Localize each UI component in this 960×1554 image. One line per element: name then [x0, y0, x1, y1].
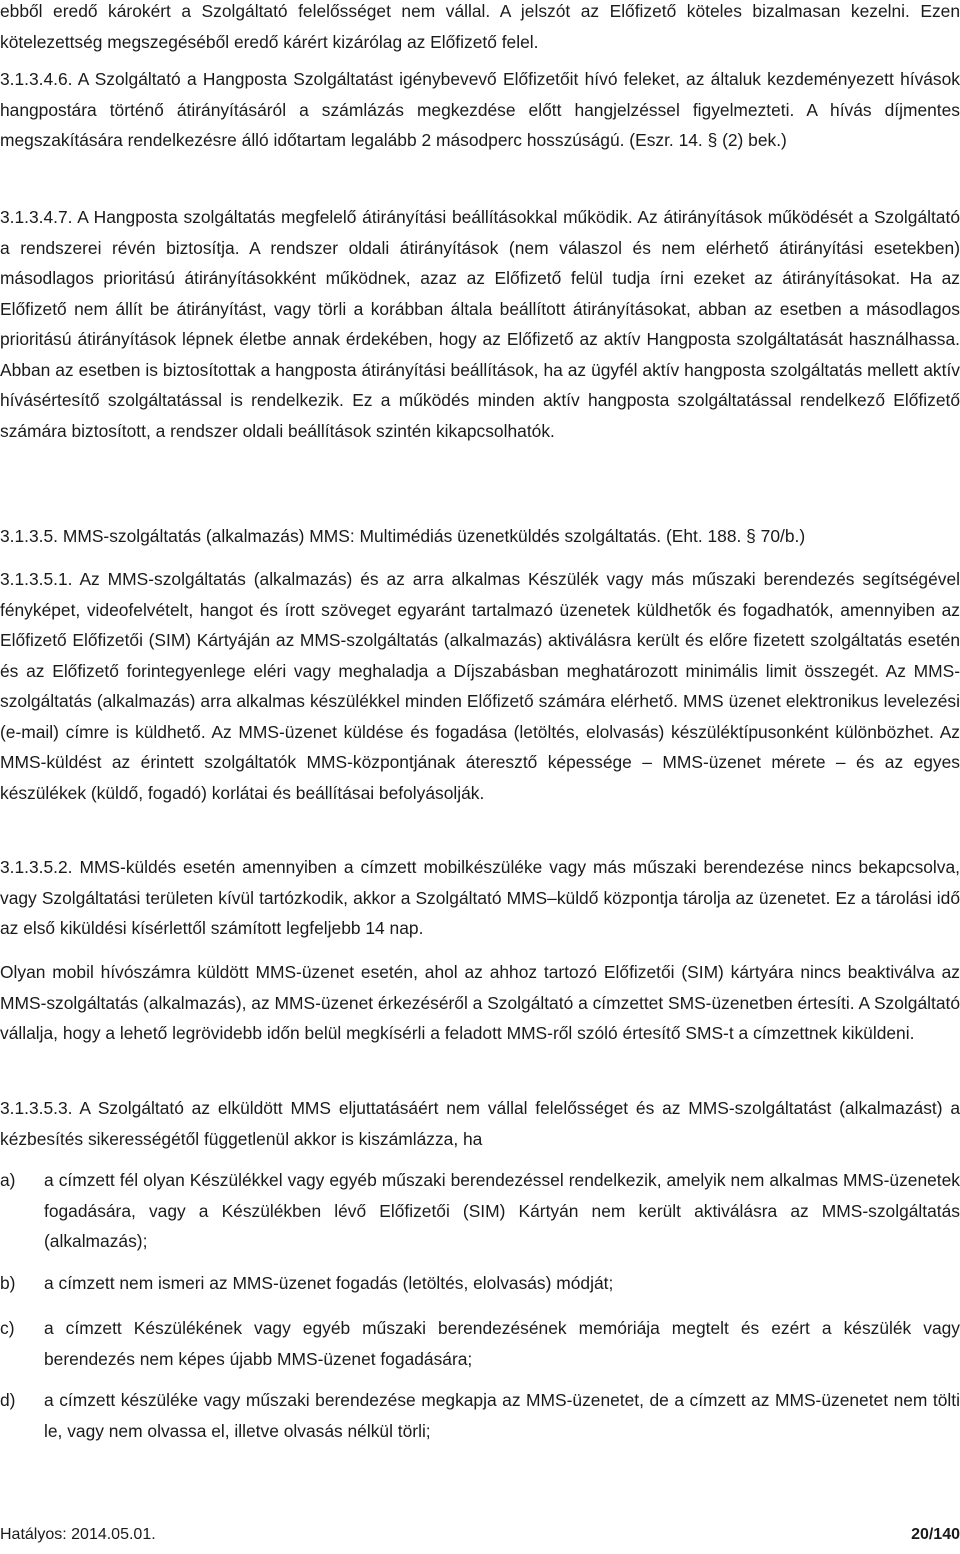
paragraph-3-1-3-4-6: 3.1.3.4.6. A Szolgáltató a Hangposta Szolgáltatást igénybevevő Előfizetőit hívó feleket, az általuk kezdeményezett hívások hangpostára történő átirányításáról a számlázás megkezdése előtt hangjelzéssel figyelmezteti. A hívás díjmentes megszakítására rendelkezésre álló időtartam legalább 2 másodperc hosszúságú. (Eszr. 14. § (2) bek.) [0, 69, 960, 150]
page-footer [0, 1523, 960, 1547]
list-item-b [0, 1268, 960, 1299]
paragraph-3-1-3-5-2: 3.1.3.5.2. MMS-küldés esetén amennyiben a címzett mobilkészüléke vagy más műszaki berendezése nincs bekapcsolva, vagy Szolgáltatási területen kívül tartózkodik, akkor a Szolgáltató MMS–küldő központja tárolja az üzenetet. Ez a tárolási idő az első kiküldési kísérlettől számított legfeljebb 14 nap. [0, 857, 960, 938]
list-text: a címzett nem ismeri az MMS-üzenet fogadás (letöltés, elolvasás) módját; [44, 1273, 614, 1293]
list-marker: c) [0, 1318, 15, 1338]
paragraph-intro: ebből eredő károkért a Szolgáltató felelősséget nem vállal. A jelszót az Előfizető köteles bizalmasan kezelni. Ezen kötelezettség megszegéséből eredő kárért kizárólag az Előfizető felel. [0, 1, 960, 52]
list-item-c [0, 1313, 960, 1374]
list-marker: b) [0, 1273, 16, 1293]
list-marker: d) [0, 1390, 16, 1410]
list-marker: a) [0, 1170, 16, 1190]
list-item-a [0, 1165, 960, 1257]
list-text: a címzett fél olyan Készülékkel vagy egyéb műszaki berendezéssel rendelkezik, amelyik nem alkalmas MMS-üzenetek fogadására, vagy a Készülékben lévő Előfizetői (SIM) Kártyán nem került aktiválásra az MMS-szolgáltatás (alkalmazás); [44, 1170, 960, 1251]
list-item-d [0, 1385, 960, 1446]
paragraph-3-1-3-5: 3.1.3.5. MMS-szolgáltatás (alkalmazás) MMS: Multimédiás üzenetküldés szolgáltatás. (Eht. 188. § 70/b.) [0, 526, 806, 546]
paragraph-3-1-3-5-3: 3.1.3.5.3. A Szolgáltató az elküldött MMS eljuttatásáért nem vállal felelősséget és az MMS-szolgáltatást (alkalmazást) a kézbesítés sikerességétől függetlenül akkor is kiszámlázza, ha [0, 1098, 960, 1149]
list-text: a címzett készüléke vagy műszaki berendezése megkapja az MMS-üzenetet, de a címzett az MMS-üzenetet nem tölti le, vagy nem olvassa el, illetve olvasás nélkül törli; [44, 1390, 960, 1441]
list-text: a címzett Készülékének vagy egyéb műszaki berendezésének memóriája megtelt és ezért a készülék vagy berendezés nem képes újabb MMS-üzenet fogadására; [44, 1318, 960, 1369]
page-number: 20/140 [911, 1526, 960, 1543]
paragraph-3-1-3-5-1: 3.1.3.5.1. Az MMS-szolgáltatás (alkalmazás) és az arra alkalmas Készülék vagy más műszaki berendezés segítségével fényképet, videofelvételt, hangot és írott szöveget egyaránt tartalmazó üzenetek küldhetők és fogadhatók, amennyiben az Előfizető Előfizetői (SIM) Kártyáján az MMS-szolgáltatás (alkalmazás) aktiválásra került és előre fizetett szolgáltatás esetén és az Előfizető forintegyenlege eléri vagy meghaladja a Díjszabásban meghatározott minimális limit összegét. Az MMS-szolgáltatás (alkalmazás) arra alkalmas készülékkel minden Előfizető számára elérhető. MMS üzenet elektronikus levelezési (e-mail) címre is küldhető. Az MMS-üzenet küldése és fogadása (letöltés, elolvasás) készüléktípusonként különbözhet. Az MMS-küldést az érintett szolgáltatók MMS-központjának áteresztő képessége – MMS-üzenet mérete – és az egyes készülékek (küldő, fogadó) korlátai és beállításai befolyásolják. [0, 569, 960, 803]
effective-date: Hatályos: 2014.05.01. [0, 1526, 156, 1543]
paragraph-3-1-3-4-7: 3.1.3.4.7. A Hangposta szolgáltatás megfelelő átirányítási beállításokkal működik. Az átirányítások működését a Szolgáltató a rendszerei révén biztosítja. A rendszer oldali átirányítások (nem válaszol és nem elérhető átirányítási esetekben) másodlagos prioritású átirányításokként működnek, azaz az Előfizető felül tudja írni ezeket az átirányításokat. Ha az Előfizető nem állít be átirányítást, vagy törli a korábban általa beállított átirányításokat, abban az esetben a másodlagos prioritású átirányítások lépnek életbe annak érdekében, hogy az Előfizető az aktív Hangposta szolgáltatását használhassa. Abban az esetben is biztosítottak a hangposta átirányítási beállítások, ha az ügyfél aktív hangposta szolgáltatás mellett aktív hívásértesítő szolgáltatással is rendelkezik. Ez a működés minden aktív hangposta szolgáltatással rendelkező Előfizető számára biztosított, a rendszer oldali beállítások szintén kikapcsolhatók. [0, 207, 960, 441]
paragraph-mms-notification: Olyan mobil hívószámra küldött MMS-üzenet esetén, ahol az ahhoz tartozó Előfizetői (SIM) kártyára nincs beaktiválva az MMS-szolgáltatás (alkalmazás), az MMS-üzenet érkezéséről a Szolgáltató a címzettet SMS-üzenetben értesíti. A Szolgáltató vállalja, hogy a lehető legrövidebb időn belül megkísérli a feladott MMS-ről szóló értesítő SMS-t a címzettnek kiküldeni. [0, 962, 960, 1043]
